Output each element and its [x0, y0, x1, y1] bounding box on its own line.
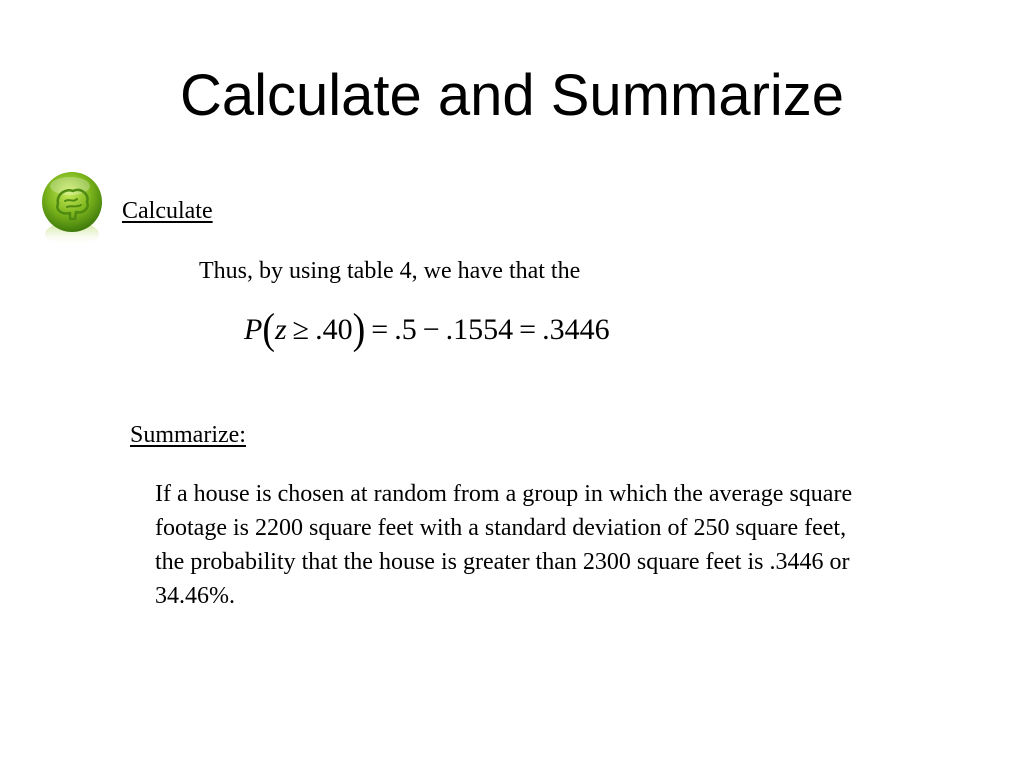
summarize-heading: Summarize:	[130, 422, 246, 448]
equation-result: .3446	[542, 313, 610, 346]
brain-icon	[40, 170, 104, 250]
equation-term-1: .5	[394, 313, 417, 346]
equation-open-paren: (	[262, 304, 275, 354]
slide-title: Calculate and Summarize	[179, 63, 845, 128]
equation-equals-2: =	[519, 313, 537, 346]
calculate-heading: Calculate	[122, 198, 213, 224]
equation-function: P	[244, 313, 263, 346]
equation-term-2: .1554	[445, 313, 514, 346]
summary-paragraph: If a house is chosen at random from a group in which the average square footage is 2200 square feet with a standard deviation of 250 square feet, the probability that the house is greater than 2300 square feet is .3446 or 34.46%.	[155, 481, 853, 609]
probability-equation	[244, 304, 610, 354]
equation-equals-1: =	[371, 313, 389, 346]
equation-variable: z	[274, 313, 287, 346]
equation-threshold: .40	[315, 313, 353, 346]
equation-close-paren: )	[352, 304, 366, 354]
calculate-intro-text: Thus, by using table 4, we have that the	[199, 258, 581, 284]
equation-minus: −	[422, 313, 440, 346]
equation-relation: ≥	[292, 313, 310, 346]
